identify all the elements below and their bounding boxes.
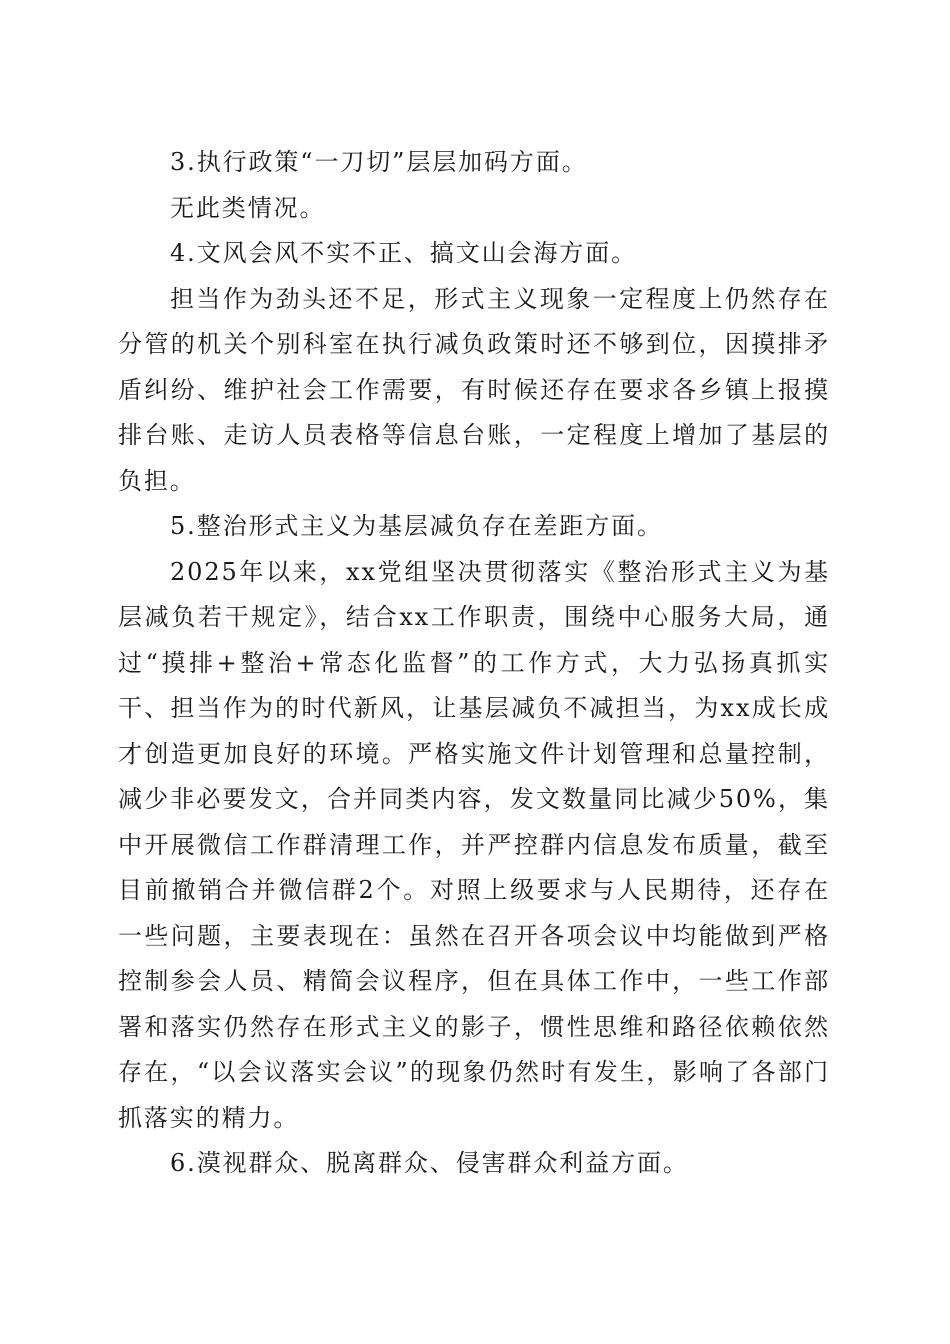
paragraph-no-such-situation: 无此类情况。 — [170, 193, 326, 222]
heading-item-5: 5.整治形式主义为基层减负存在差距方面。 — [170, 512, 663, 540]
heading-item-6: 6.漠视群众、脱离群众、侵害群众利益方面。 — [170, 1149, 689, 1177]
heading-item-4: 4.文风会风不实不正、搞文山会海方面。 — [170, 239, 637, 267]
heading-item-3: 3.执行政策“一刀切”层层加码方面。 — [170, 148, 588, 176]
paragraph-item-4-body: 担当作为劲头还不足，形式主义现象一定程度上仍然存在分管的机关个别科室在执行减负政策时还不够到位，因摸排矛盾纠纷、维护社会工作需要，有时候还存在要求各乡镇上报摸排台账、走访人员表格等信息台账，一定程度上增加了基层的负担。 — [118, 284, 830, 495]
document-body — [118, 140, 830, 1187]
paragraph-item-5-body: 2025年以来，xx党组坚决贯彻落实《整治形式主义为基层减负若干规定》，结合xx工作职责，围绕中心服务大局，通过“摸排+整治+常态化监督”的工作方式，大力弘扬真抓实干、担当作为的时代新风，让基层减负不减担当，为xx成长成才创造更加良好的环境。严格实施文件计划管理和总量控制，减少非必要发文，合并同类内容，发文数量同比减少50%，集中开展微信工作群清理工作，并严控群内信息发布质量，截至目前撤销合并微信群2个。对照上级要求与人民期待，还存在一些问题，主要表现在：虽然在召开各项会议中均能做到严格控制参会人员、精简会议程序，但在具体工作中，一些工作部署和落实仍然存在形式主义的影子，惯性思维和路径依赖依然存在，“以会议落实会议”的现象仍然时有发生，影响了各部门抓落实的精力。 — [118, 557, 830, 1132]
